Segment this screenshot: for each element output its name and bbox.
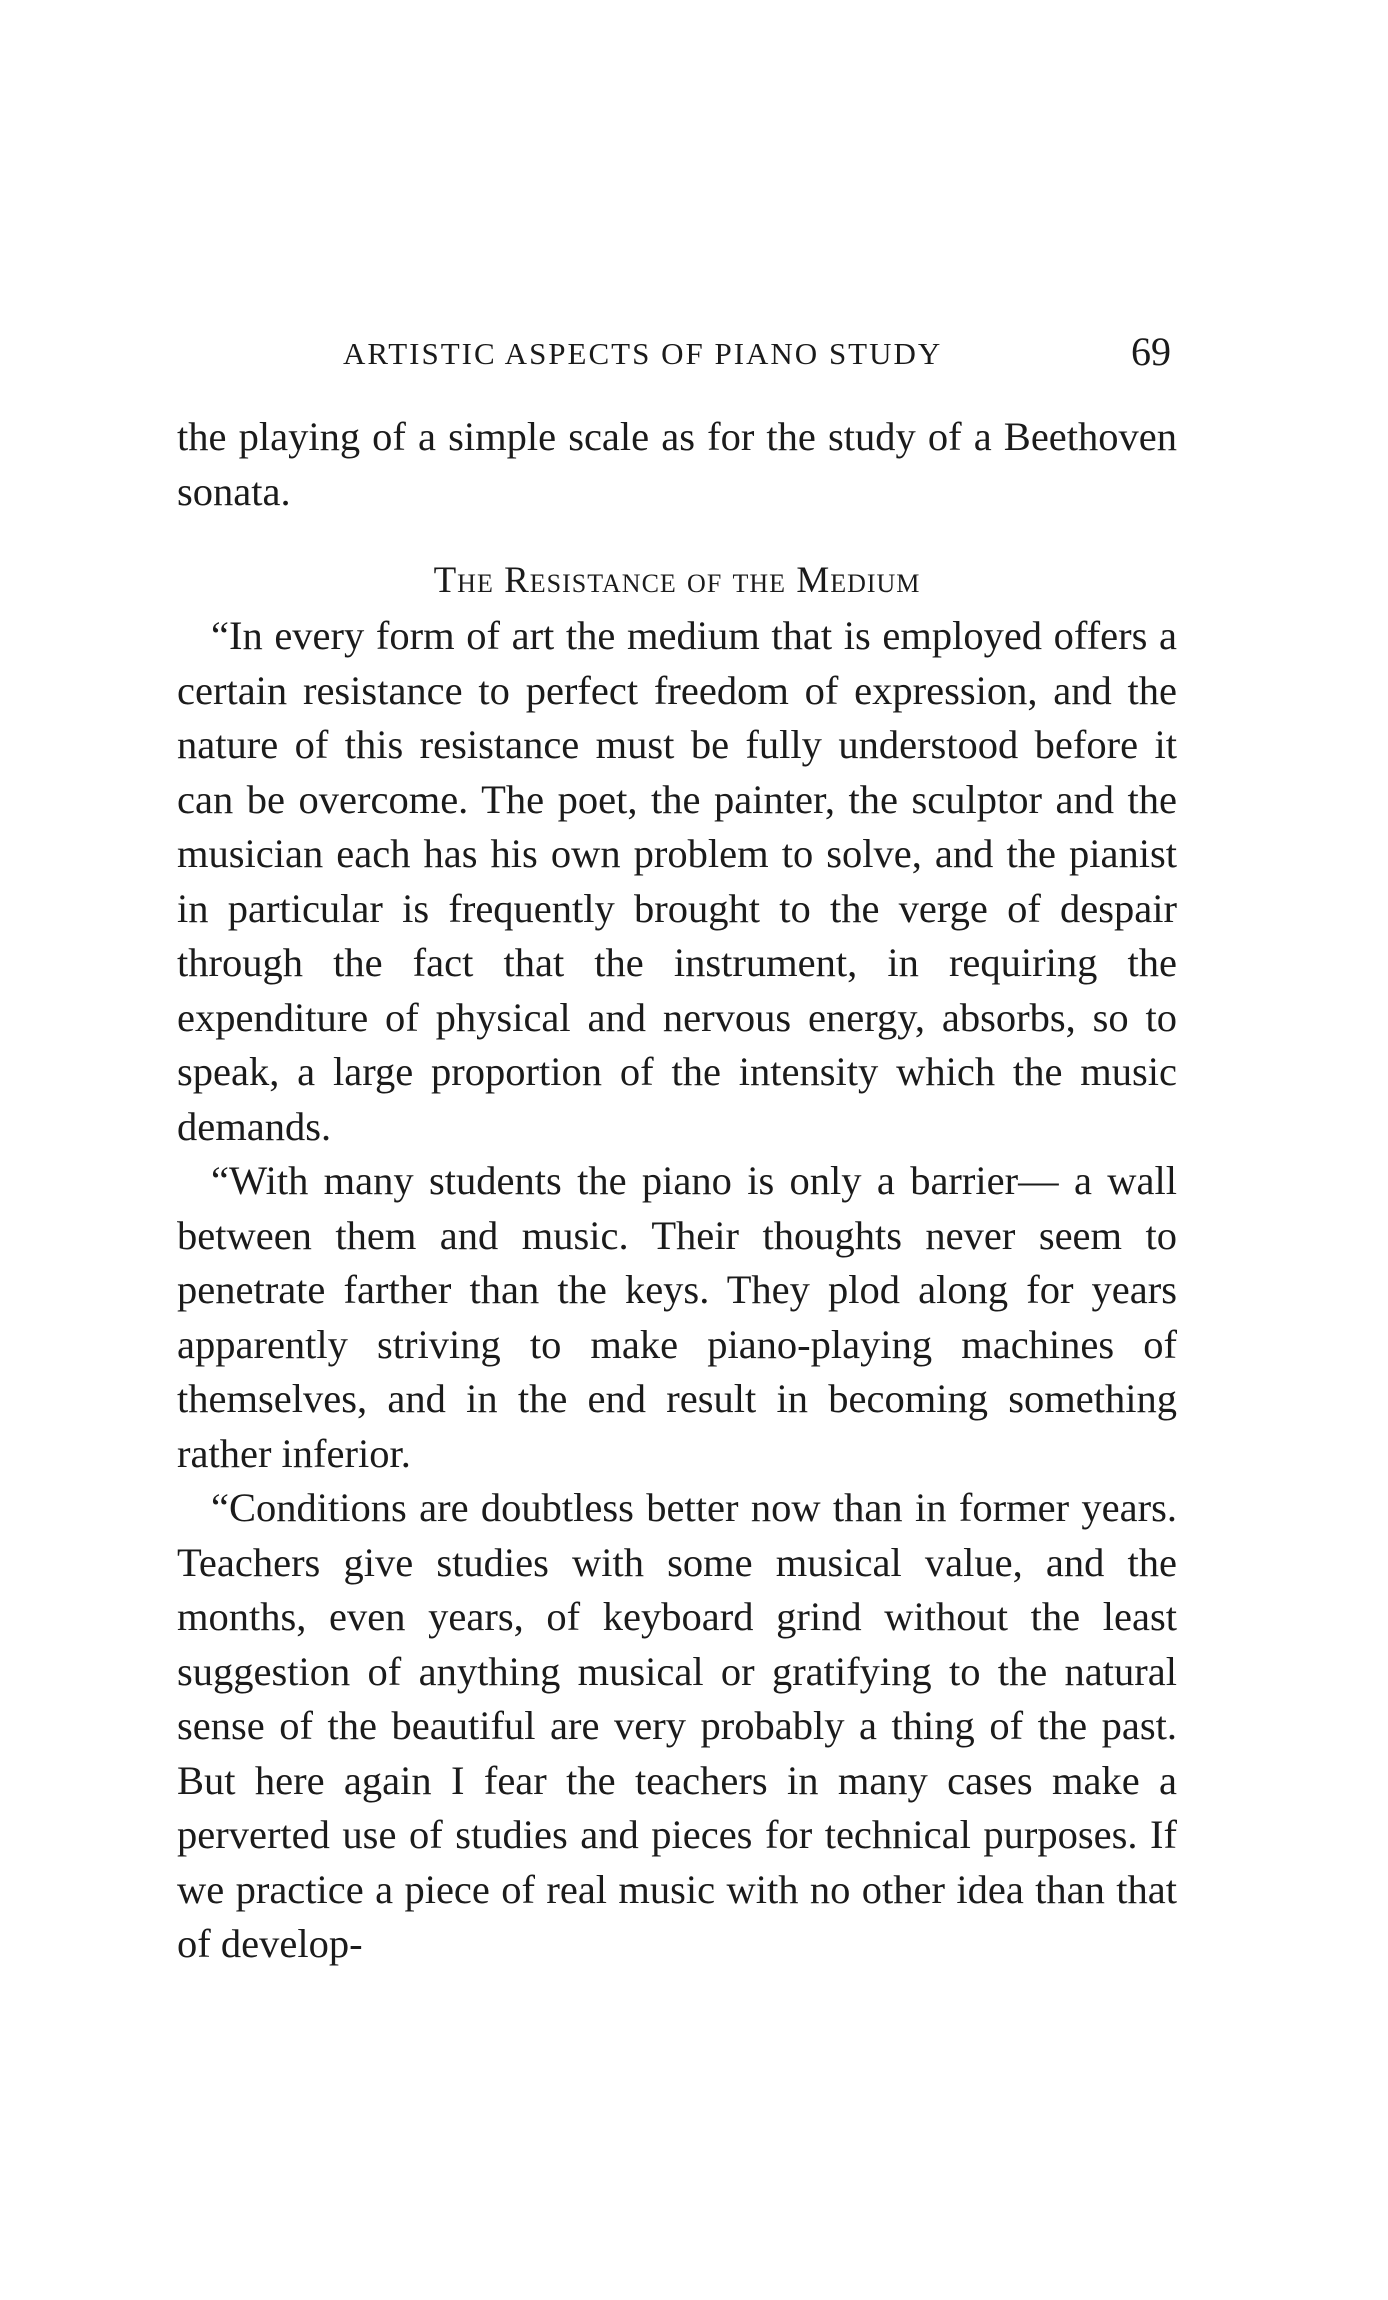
running-title: ARTISTIC ASPECTS OF PIANO STUDY (343, 336, 943, 371)
running-header (175, 328, 1195, 378)
page-number: 69 (1131, 329, 1171, 374)
paragraph: “With many students the piano is only a barrier— a wall between them and music. Their thoughts never seem to penetrate farther than the keys. They plod along for years apparently striving to make piano-playing machines of themselves, and in the end result in becoming something rather inferior. (177, 1158, 1177, 1476)
paragraph: “Conditions are doubtless better now than in former years. Teachers give studies with some musical value, and the months, even years, of keyboard grind without the least suggestion of anything musical or gratifying to the natural sense of the beautiful are very probably a thing of the past. But here again I fear the teachers in many cases make a perverted use of studies and pieces for technical purposes. If we practice a piece of real music with no other idea than that of develop- (177, 1485, 1177, 1966)
paragraph-continuation: the playing of a simple scale as for the study of a Beethoven sonata. (177, 414, 1177, 514)
section-heading: The Resistance of the Medium (433, 560, 921, 601)
body-text (177, 410, 1177, 1972)
paragraph: “In every form of art the medium that is employed offers a certain resistance to perfect freedom of expression, and the nature of this resistance must be fully understood before it can be overcome. The poet, the painter, the sculptor and the musician each has his own problem to solve, and the pianist in particular is frequently brought to the verge of despair through the fact that the instrument, in requiring the expenditure of physical and nervous energy, absorbs, so to speak, a large proportion of the intensity which the music demands. (177, 613, 1177, 1149)
